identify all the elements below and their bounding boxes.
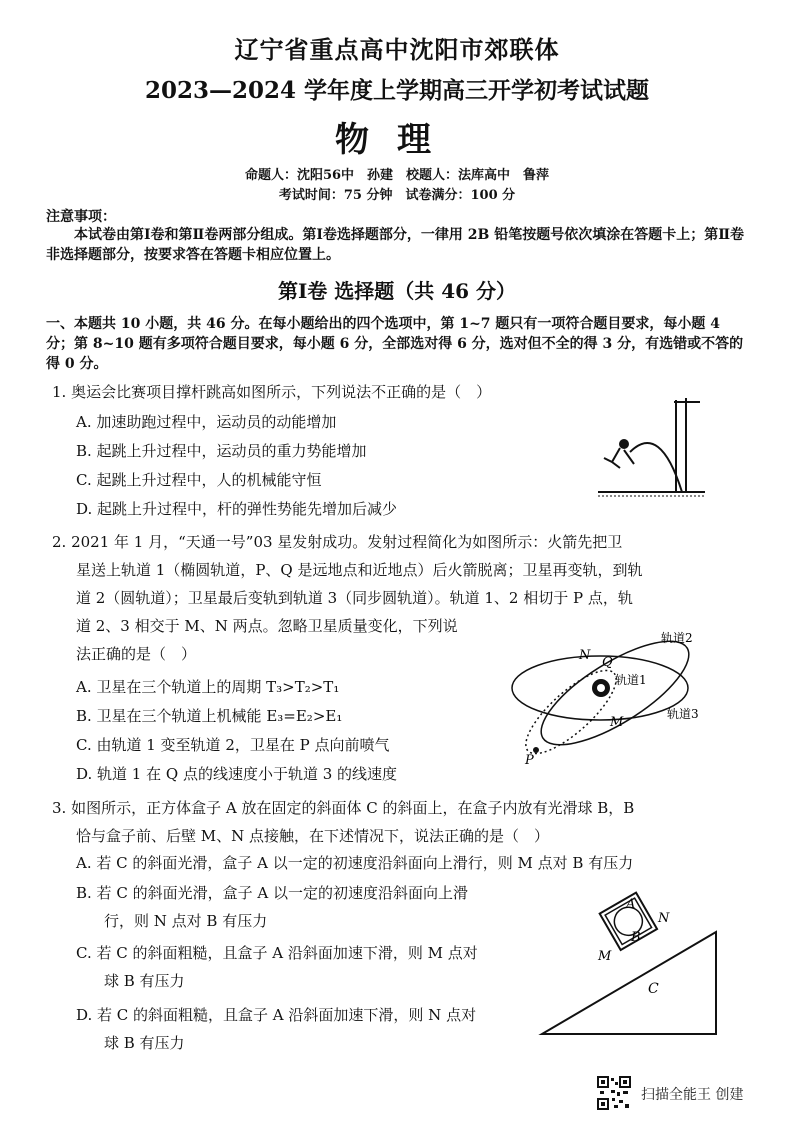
- notice-heading: 注意事项：: [46, 209, 116, 225]
- question-1-option-a: A. 加速助跑过程中，运动员的动能增加: [76, 413, 337, 431]
- scanner-watermark: [597, 1076, 777, 1110]
- pole-vault-figure: [590, 392, 710, 502]
- question-3-stem-line2: 恰与盒子前、后壁 M、N 点接触，在下述情况下，说法正确的是（ ）: [76, 827, 550, 845]
- question-3-option-b-line2: 行，则 N 点对 B 有压力: [104, 912, 268, 930]
- subject-title: 物理: [335, 120, 459, 160]
- section-intro: 一、本题共 10 小题，共 46 分。在每小题给出的四个选项中，第 1~7 题只有一项符合题目要求，每小题 4 分；第 8~10 题有多项符合题目要求，每小题 6 分，全部选对得 6 分，选对但不全的得 3 分，有选错或不答的得 0 分。: [46, 316, 744, 372]
- label-p: P: [525, 753, 534, 768]
- label-q: Q: [602, 655, 613, 670]
- orbit-figure: [505, 628, 720, 778]
- question-2-stem-line2: 星送上轨道 1（椭圆轨道，P、Q 是远地点和近地点）后火箭脱离；卫星再变轨，到轨: [76, 561, 643, 579]
- question-2-stem-line3: 道 2（圆轨道）；卫星最后变轨到轨道 3（同步圆轨道）。轨道 1、2 相切于 P 点，轨: [76, 589, 633, 607]
- qr-code-icon: [597, 1076, 631, 1110]
- question-3-option-d-line1: D. 若 C 的斜面粗糙，且盒子 A 沿斜面加速下滑，则 N 点对: [76, 1006, 477, 1024]
- exam-title-line2: 2023—2024 学年度上学期高三开学初考试试题: [144, 77, 650, 104]
- scanner-brand-text: 扫描全能王 创建: [641, 1087, 744, 1103]
- question-3-option-c-line2: 球 B 有压力: [104, 972, 185, 990]
- question-2-stem-line5: 法正确的是（ ）: [76, 645, 197, 663]
- question-1-option-c: C. 起跳上升过程中，人的机械能守恒: [76, 471, 322, 489]
- label-m: M: [610, 715, 624, 730]
- label-n: N: [658, 911, 670, 926]
- question-2-option-c: C. 由轨道 1 变至轨道 2，卫星在 P 点向前喷气: [76, 736, 390, 754]
- question-3-stem-line1: 3. 如图所示，正方体盒子 A 放在固定的斜面体 C 的斜面上，在盒子内放有光滑球 B，B: [52, 799, 635, 817]
- label-a: A: [626, 897, 636, 912]
- label-orbit2: 轨道2: [661, 631, 693, 645]
- notice-body: 本试卷由第Ⅰ卷和第Ⅱ卷两部分组成。第Ⅰ卷选择题部分，一律用 2B 铅笔按题号依次填涂在答题卡上；第Ⅱ卷非选择题部分，按要求答在答题卡相应位置上。: [46, 227, 745, 263]
- question-2-option-a: A. 卫星在三个轨道上的周期 T₃>T₂>T₁: [76, 678, 340, 696]
- question-2-option-d: D. 轨道 1 在 Q 点的线速度小于轨道 3 的线速度: [76, 765, 398, 783]
- label-orbit1: 轨道1: [615, 673, 647, 687]
- question-3-option-a: A. 若 C 的斜面光滑，盒子 A 以一定的初速度沿斜面向上滑行，则 M 点对 B 有压力: [76, 854, 634, 872]
- label-n: N: [579, 648, 591, 663]
- label-orbit3: 轨道3: [667, 707, 699, 721]
- exam-title-line1: 辽宁省重点高中沈阳市郊联体: [234, 35, 560, 64]
- label-b: B: [631, 930, 641, 945]
- orbit-3-path: [527, 628, 703, 763]
- question-2-stem-line4: 道 2、3 相交于 M、N 两点。忽略卫星质量变化，下列说: [76, 617, 458, 635]
- question-2-stem-line1: 2. 2021 年 1 月，“天通一号”03 星发射成功。发射过程简化为如图所示：火箭先把卫: [52, 533, 623, 551]
- incline-box-figure: [534, 888, 724, 1038]
- label-m: M: [598, 949, 612, 964]
- authors-line: 命题人：沈阳56中 孙建 校题人：法库高中 鲁萍: [244, 168, 550, 183]
- question-1-option-b: B. 起跳上升过程中，运动员的重力势能增加: [76, 442, 367, 460]
- orbit-1-path: [515, 658, 628, 765]
- exam-time-line: 考试时间：75 分钟 试卷满分：100 分: [278, 188, 516, 203]
- question-1-option-d: D. 起跳上升过程中，杆的弹性势能先增加后减少: [76, 500, 398, 518]
- question-2-option-b: B. 卫星在三个轨道上机械能 E₃=E₂>E₁: [76, 707, 343, 725]
- question-3-option-b-line1: B. 若 C 的斜面光滑，盒子 A 以一定的初速度沿斜面向上滑: [76, 884, 468, 902]
- question-1-stem: 1. 奥运会比赛项目撑杆跳高如图所示，下列说法不正确的是（ ）: [52, 383, 492, 401]
- question-3-option-c-line1: C. 若 C 的斜面粗糙，且盒子 A 沿斜面加速下滑，则 M 点对: [76, 944, 478, 962]
- label-c: C: [648, 981, 659, 997]
- incline-c: [542, 932, 716, 1034]
- question-3-option-d-line2: 球 B 有压力: [104, 1034, 185, 1052]
- section-title: 第Ⅰ卷 选择题（共 46 分）: [277, 279, 517, 303]
